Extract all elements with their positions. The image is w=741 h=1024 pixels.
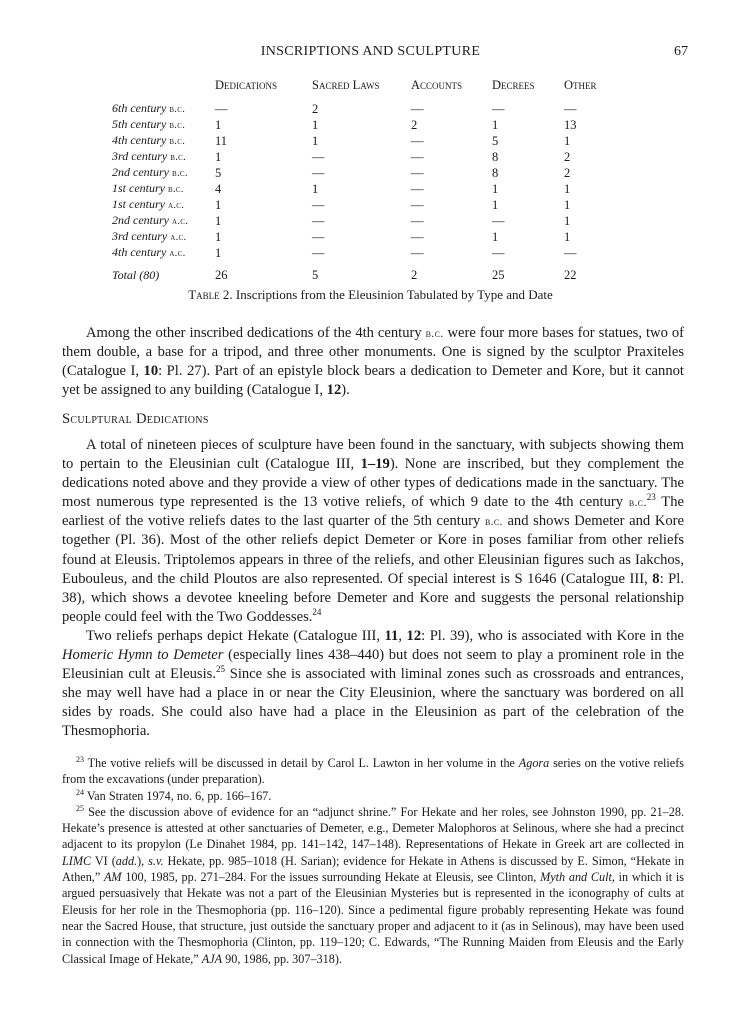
footnote-ref-25[interactable]: 25 [215, 664, 225, 675]
table-cell: 1 [215, 245, 222, 260]
table-cell: 1 [215, 197, 222, 212]
table-col-header: Other [564, 78, 597, 92]
table-cell: — [312, 245, 325, 260]
total-cell: 2 [411, 267, 418, 282]
row-label: 6th century b.c. [112, 101, 186, 115]
row-label: 5th century b.c. [112, 117, 186, 131]
table-cell: 2 [411, 117, 418, 132]
table-cell: — [411, 101, 424, 116]
table-cell: — [564, 101, 577, 116]
row-label: 1st century b.c. [112, 181, 184, 195]
table-cell: 2 [564, 165, 571, 180]
total-cell: 26 [215, 267, 228, 282]
row-label: 3rd century b.c. [112, 149, 187, 163]
caption-text: Inscriptions from the Eleusinion Tabulated by Type and Date [235, 287, 553, 302]
row-label: 3rd century a.c. [112, 229, 187, 243]
table-cell: 1 [564, 229, 571, 244]
table-cell: — [411, 149, 424, 164]
table-cell: 1 [312, 117, 319, 132]
table-row [112, 245, 614, 261]
paragraph-2: A total of nineteen pieces of sculpture have been found in the sanctuary, with subjects showing them to pertain to the Eleusinian cult (Catalogue III, 1–19). None are inscribed, but they complement the dedications noted above and they provide a view of other types of dedications made in the sanctuary. The most numerous type represented is the 13 votive reliefs, of which 9 date to the 4th century b.c.$^{23}$ The earliest of the votive reliefs dates to the last quarter of the 5th century b.c. and shows Demeter and Kore together (Pl. 36). Most of the other reliefs depict Demeter or Kore in poses familiar from other reliefs found at Eleusis. Triptolemos appears in three of the reliefs, and other Eleusinian figures such as Iakchos, Eubouleus, and the child Ploutos are also represented. Of special interest is S 1646 (Catalogue III, 8: Pl. 38), which shows a devotee kneeling before Demeter and Kore and suggests the personal relationship people could feel with the Two Goddesses.$^{24}$ Two reliefs perhaps depict Hekate (Catalogue III, 11, 12: Pl. 39), who is associated with Kore in the Homeric Hymn to Demeter (especially lines 438–440) but does not seem to play a prominent role in the Eleusinian cult at Eleusis.$^{25}$ Since she is associated with liminal zones such as crossroads and entrances, she may well have had a place in or near the City Eleusinion, where the sanctuary was bordered on all sides by roads. She could also have had a place in the Eleusinion as part of the celebration of the Thesmophoria. [62, 437, 685, 740]
inscriptions-table [112, 78, 614, 283]
total-cell: 5 [312, 267, 319, 282]
table-cell: 11 [215, 133, 228, 148]
table-row [112, 165, 614, 181]
table-cell: 8 [492, 149, 499, 164]
table-cell: 1 [492, 197, 499, 212]
section-heading: Sculptural Dedications [62, 411, 209, 427]
table-row [112, 181, 614, 197]
running-title: INSCRIPTIONS AND SCULPTURE [260, 44, 481, 59]
table-cell: — [312, 213, 325, 228]
table-row [112, 149, 614, 165]
caption-label: Table 2. [188, 287, 233, 302]
footnote-ref-23[interactable]: 23 [646, 492, 656, 503]
table-caption [0, 287, 741, 303]
table-cell: — [312, 229, 325, 244]
table-row [112, 101, 614, 117]
table-row [112, 229, 614, 245]
footnote-23: $^{23}$ The votive reliefs will be discussed in detail by Carol L. Lawton in her volume in the Agora series on the votive reliefs from the excavations (under preparation). [62, 754, 685, 787]
table-cell: — [215, 101, 228, 116]
footnote-ref-24[interactable]: 24 [312, 606, 322, 617]
row-label: 2nd century a.c. [112, 213, 189, 227]
row-label: 2nd century b.c. [112, 165, 188, 179]
row-label: 4th century b.c. [112, 133, 186, 147]
table-cell: — [411, 181, 424, 196]
table-cell: 1 [564, 197, 571, 212]
table-cell: — [564, 245, 577, 260]
table-cell: 2 [564, 149, 571, 164]
total-cell: 22 [564, 267, 577, 282]
table-header-blank [112, 78, 215, 101]
table-row [112, 197, 614, 213]
table-cell: 5 [492, 133, 499, 148]
row-label: 1st century a.c. [112, 197, 185, 211]
table-cell: 1 [215, 229, 222, 244]
table-row [112, 213, 614, 229]
table-cell: 1 [215, 213, 222, 228]
table-cell: — [492, 213, 505, 228]
table-col-header: Sacred Laws [312, 78, 380, 92]
table-col-header: Accounts [411, 78, 463, 92]
total-cell: 25 [492, 267, 505, 282]
page-number: 67 [674, 44, 688, 59]
table-cell: 1 [312, 133, 319, 148]
table-total-row [112, 261, 614, 283]
table-cell: 1 [492, 181, 499, 196]
table-cell: 1 [215, 117, 222, 132]
table-cell: 13 [564, 117, 577, 132]
row-label: 4th century a.c. [112, 245, 186, 259]
table-cell: 8 [492, 165, 499, 180]
paragraph-1: Among the other inscribed dedications of the 4th century b.c. were four more bases for statues, two of them double, a base for a tripod, and three other monuments. One is signed by the sculptor Praxiteles (Catalogue I, 10: Pl. 27). Part of an epistyle block bears a dedication to Demeter and Kore, but it cannot yet be assigned to any building (Catalogue I, 12). [62, 325, 684, 399]
table-cell: 1 [492, 117, 499, 132]
table-cell: — [411, 213, 424, 228]
table-col-header: Decrees [492, 78, 535, 92]
table-cell: 1 [492, 229, 499, 244]
table-cell: 1 [564, 181, 571, 196]
footnotes [62, 755, 684, 967]
footnote-25: $^{25}$ See the discussion above of evidence for an “adjunct shrine.” For Hekate and her roles, see Johnston 1990, pp. 21–28. Hekate’s presence is attested at other sanctuaries of Demeter, e.g., Demeter Malophoros at Selinous, where she had a precinct adjacent to its propylon (Le Dinahet 1984, pp. 141–142, 147–148). Representations of Hekate in Greek art are collected in LIMC VI (add.), s.v. Hekate, pp. 985–1018 (H. Sarian); evidence for Hekate in Athens is discussed by E. Simon, “Hekate in Athen,” AM 100, 1985, pp. 271–284. For the issues surrounding Hekate at Eleusis, see Clinton, Myth and Cult, in which it is argued persuasively that Hekate was not a part of the Eleusinian Mysteries but is represented in the iconography of cults at Eleusis for her role in the Thesmophoria (pp. 116–120). Since a pedimental figure probably representing Hekate was found near the Sacred House, that structure, just outside the sanctuary proper and adjacent to it (as in Selinous), may have been used in connection with the Thesmophoria (Clinton, pp. 119–120; C. Edwards, “The Running Maiden from Eleusis and the Early Classical Image of Hekate,” AJA 90, 1986, pp. 307–318). [62, 803, 685, 966]
table-cell: — [312, 197, 325, 212]
table-row [112, 133, 614, 149]
table-cell: 4 [215, 181, 222, 196]
table-cell: — [411, 229, 424, 244]
table-cell: — [411, 197, 424, 212]
table-cell: 1 [312, 181, 319, 196]
table-cell: — [492, 245, 505, 260]
table-cell: 5 [215, 165, 222, 180]
table-cell: — [411, 245, 424, 260]
running-head [0, 44, 741, 64]
table-cell: — [312, 149, 325, 164]
table-cell: 2 [312, 101, 319, 116]
table-cell: — [411, 165, 424, 180]
table-cell: 1 [564, 133, 571, 148]
total-label: Total (80) [112, 267, 160, 282]
table-row [112, 117, 614, 133]
table-col-header: Dedications [215, 78, 278, 92]
table-header-row [112, 78, 614, 101]
table-cell: 1 [564, 213, 571, 228]
footnote-24: $^{24}$ Van Straten 1974, no. 6, pp. 166–167. [76, 787, 272, 803]
table-cell: — [312, 165, 325, 180]
table-cell: 1 [215, 149, 222, 164]
table-cell: — [411, 133, 424, 148]
table-cell: — [492, 101, 505, 116]
